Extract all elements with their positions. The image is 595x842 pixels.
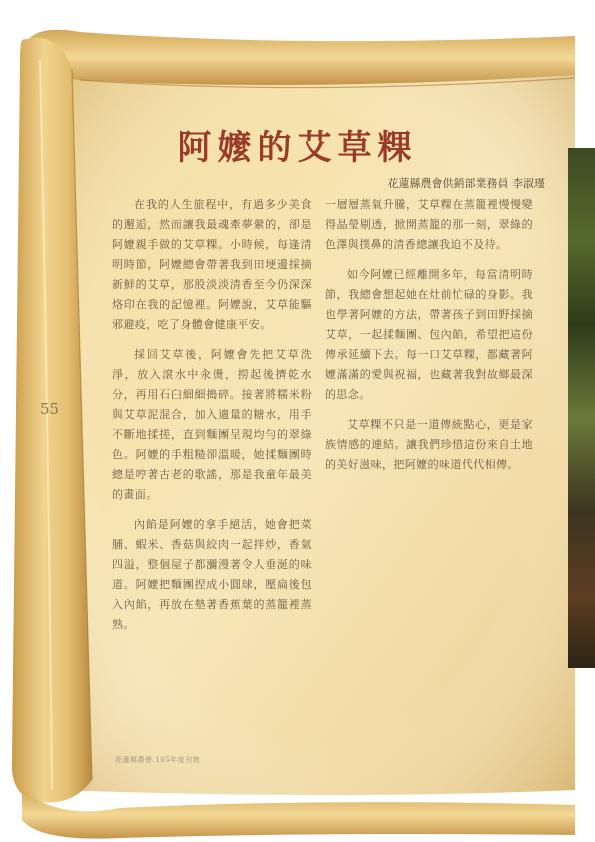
paragraph: 採回艾草後，阿嬤會先把艾草洗淨，放入滾水中汆燙，撈起後擠乾水分，再用石臼細細搗碎。接著將糯米粉與艾草泥混合，加入適量的糖水，用手不斷地揉搓，直到麵團呈現均勻的翠綠色。阿嬤的手粗糙卻溫暖，她揉麵團時總是哼著古老的歌謠，那是我童年最美的畫面。 xyxy=(112,348,312,501)
paragraph: 艾草粿不只是一道傳統點心，更是家族情感的連結。讓我們珍惜這份來自土地的美好滋味，把阿嬤的味道代代相傳。 xyxy=(325,418,533,471)
page-number: 55 xyxy=(40,400,60,418)
paragraph: 在我的人生旅程中，有過多少美食的邂逅，然而讓我最魂牽夢縈的，卻是阿嬤親手做的艾草粿。小時候，每逢清明時節，阿嬤總會帶著我到田埂邊採摘新鮮的艾草，那股淡淡清香至今仍深深烙印在我的記憶裡。阿嬤說，艾草能驅邪避疫，吃了身體會健康平安。 xyxy=(112,198,312,331)
article-byline: 花蓮縣農會供銷部業務員 李淑瑾 xyxy=(387,177,545,190)
side-photo-strip xyxy=(568,148,595,668)
article-title: 阿嬤的艾草粿 xyxy=(177,128,418,168)
paragraph: 內餡是阿嬤的拿手絕活，她會把菜脯、蝦米、香菇與絞肉一起拌炒，香氣四溢，整個屋子都瀰漫著令人垂涎的味道。阿嬤把麵團捏成小圓球，壓扁後包入內餡，再放在墊著香蕉葉的蒸籠裡蒸熟。 xyxy=(112,518,312,631)
paragraph: 如今阿嬤已經離開多年，每當清明時節，我總會想起她在灶前忙碌的身影。我也學著阿嬤的方法，帶著孩子到田野採摘艾草，一起揉麵團、包內餡，希望把這份傳承延續下去。每一口艾草粿，都藏著阿嬤滿滿的愛與祝福，也藏著我對故鄉最深的思念。 xyxy=(325,268,533,401)
left-text-column xyxy=(112,195,312,645)
right-text-column xyxy=(325,195,533,485)
paragraph: 一層層蒸氣升騰，艾草粿在蒸籠裡慢慢變得晶瑩剔透，掀開蒸籠的那一刻，翠綠的色澤與撲鼻的清香總讓我迫不及待。 xyxy=(325,198,533,251)
footer-credit: 花蓮縣農會.105年度刊物 xyxy=(115,756,201,764)
